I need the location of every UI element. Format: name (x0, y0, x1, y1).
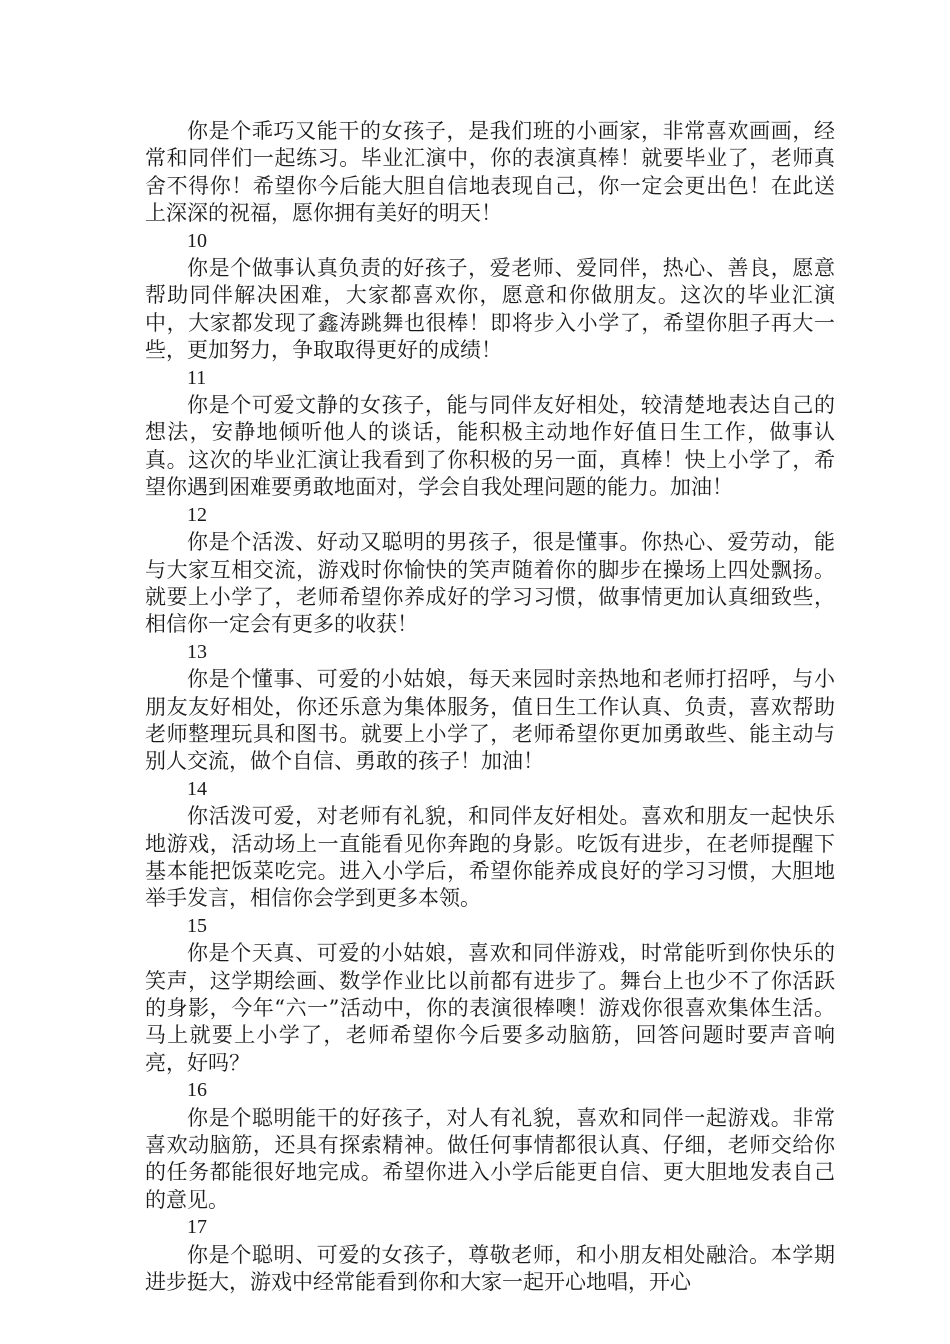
paragraph-text: 你活泼可爱，对老师有礼貌，和同伴友好相处。喜欢和朋友一起快乐地游戏，活动场上一直能看见你奔跑的身影。吃饭有进步，在老师提醒下基本能把饭菜吃完。进入小学后，希望你能养成良好的学习习惯，大胆地举手发言，相信你会学到更多本领。 (145, 804, 835, 911)
entry-number: 11 (187, 366, 207, 389)
entry-number: 15 (187, 914, 207, 937)
paragraph-text: 你是个聪明、可爱的女孩子，尊敬老师，和小朋友相处融洽。本学期进步挺大，游戏中经常能看到你和大家一起开心地唱，开心 (145, 1242, 835, 1295)
entry-number: 17 (187, 1216, 207, 1239)
paragraph-text: 你是个做事认真负责的好孩子，爱老师、爱同伴，热心、善良，愿意帮助同伴解决困难，大家都喜欢你，愿意和你做朋友。这次的毕业汇演中，大家都发现了鑫涛跳舞也很棒！即将步入小学了，希望你胆子再大一些，更加努力，争取取得更好的成绩！ (145, 256, 835, 363)
document-page (145, 118, 835, 1296)
entry-number: 16 (187, 1079, 207, 1102)
entry-number: 12 (187, 503, 207, 526)
entry-number: 14 (187, 777, 207, 800)
paragraph-text: 你是个活泼、好动又聪明的男孩子，很是懂事。你热心、爱劳动，能与大家互相交流，游戏时你愉快的笑声随着你的脚步在操场上四处飘扬。就要上小学了，老师希望你养成好的学习习惯，做事情更加认真细致些，相信你一定会有更多的收获！ (145, 530, 835, 637)
entry-number: 10 (187, 229, 207, 252)
paragraph-text: 你是个可爱文静的女孩子，能与同伴友好相处，较清楚地表达自己的想法，安静地倾听他人的谈话，能积极主动地作好值日生工作，做事认真。这次的毕业汇演让我看到了你积极的另一面，真棒！快上小学了，希望你遇到困难要勇敢地面对，学会自我处理问题的能力。加油！ (145, 393, 835, 500)
paragraph-text: 你是个乖巧又能干的女孩子，是我们班的小画家，非常喜欢画画，经常和同伴们一起练习。毕业汇演中，你的表演真棒！就要毕业了，老师真舍不得你！希望你今后能大胆自信地表现自己，你一定会更出色！在此送上深深的祝福，愿你拥有美好的明天！ (145, 119, 835, 226)
entry-number: 13 (187, 640, 207, 663)
paragraph-text: 你是个天真、可爱的小姑娘，喜欢和同伴游戏，时常能听到你快乐的笑声，这学期绘画、数学作业比以前都有进步了。舞台上也少不了你活跃的身影，今年“六一”活动中，你的表演很棒噢！游戏你很喜欢集体生活。马上就要上小学了，老师希望你今后要多动脑筋，回答问题时要声音响亮，好吗？ (145, 941, 835, 1075)
paragraph-text: 你是个懂事、可爱的小姑娘，每天来园时亲热地和老师打招呼，与小朋友友好相处，你还乐意为集体服务，值日生工作认真、负责，喜欢帮助老师整理玩具和图书。就要上小学了，老师希望你更加勇敢些、能主动与别人交流，做个自信、勇敢的孩子！加油！ (145, 667, 835, 774)
paragraph-text: 你是个聪明能干的好孩子，对人有礼貌，喜欢和同伴一起游戏。非常喜欢动脑筋，还具有探索精神。做任何事情都很认真、仔细，老师交给你的任务都能很好地完成。希望你进入小学后能更自信、更大胆地发表自己的意见。 (145, 1105, 835, 1212)
